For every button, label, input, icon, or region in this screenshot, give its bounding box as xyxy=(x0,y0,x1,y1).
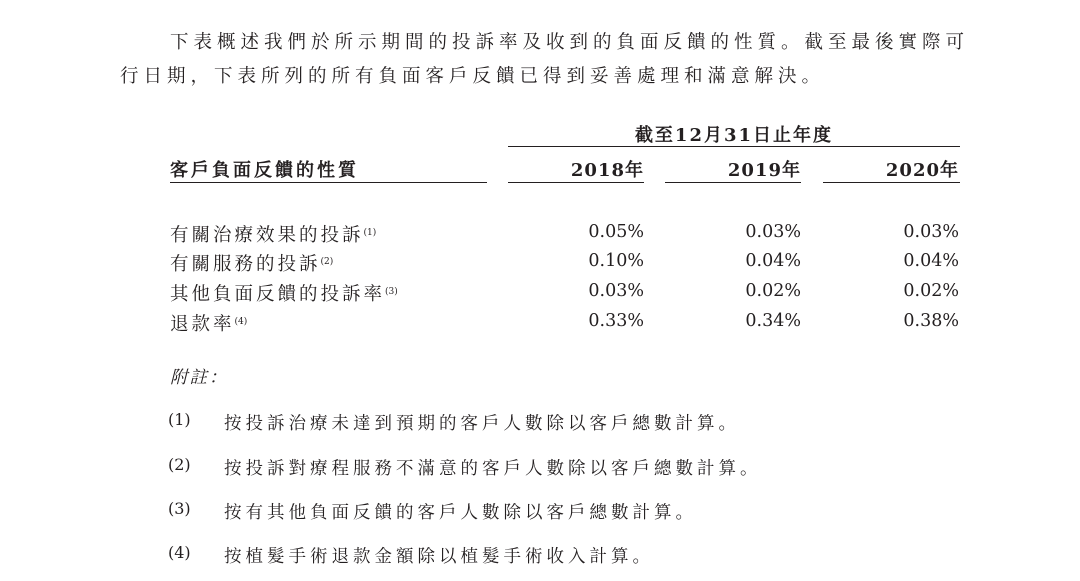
note-text: 按投訴對療程服務不滿意的客戶人數除以客戶總數計算。 xyxy=(224,459,762,479)
note-text: 按投訴治療未達到預期的客戶人數除以客戶總數計算。 xyxy=(224,414,740,434)
note-item xyxy=(0,410,1080,436)
row-label xyxy=(170,280,398,306)
cell-2018: 0.33% xyxy=(588,311,644,331)
year-2019-header-rule xyxy=(665,182,801,183)
intro-line-2: 行日期，下表所列的所有負面客戶反饋已得到妥善處理和滿意解決。 xyxy=(120,66,826,87)
cell-2020: 0.38% xyxy=(903,311,959,331)
note-number: (2) xyxy=(168,455,191,474)
intro-line-1: 下表概述我們於所示期間的投訴率及收到的負面反饋的性質。截至最後實際可 xyxy=(170,32,970,53)
cell-2018: 0.05% xyxy=(588,222,644,242)
note-number: (3) xyxy=(168,499,191,518)
note-text: 按植髮手術退款金額除以植髮手術收入計算。 xyxy=(224,547,654,567)
note-item xyxy=(0,543,1080,569)
row-label xyxy=(170,221,376,247)
year-2020-header-rule xyxy=(823,182,960,183)
cell-2018: 0.10% xyxy=(588,251,644,271)
row-note-ref: (1) xyxy=(363,228,377,238)
cell-2018: 0.03% xyxy=(588,281,644,301)
cell-2019: 0.04% xyxy=(745,251,801,271)
note-number: (1) xyxy=(168,410,191,429)
note-number: (4) xyxy=(168,543,191,562)
period-header: 截至12月31日止年度 xyxy=(634,125,834,146)
row-note-ref: (2) xyxy=(320,257,334,267)
cell-2019: 0.02% xyxy=(745,281,801,301)
row-label-text: 退款率 xyxy=(170,314,235,335)
cell-2020: 0.02% xyxy=(903,281,959,301)
row-label-text: 其他負面反饋的投訴率 xyxy=(170,284,386,305)
cell-2019: 0.03% xyxy=(745,222,801,242)
table-row-other-negative-feedback xyxy=(0,280,1080,308)
table-row-service-complaints xyxy=(0,250,1080,278)
year-header-2018: 2018年 xyxy=(570,160,644,181)
note-item xyxy=(0,499,1080,525)
cell-2020: 0.03% xyxy=(903,222,959,242)
row-label xyxy=(170,250,333,276)
period-header-rule xyxy=(508,146,960,147)
year-header-2020: 2020年 xyxy=(885,160,959,181)
label-column-header: 客戶負面反饋的性質 xyxy=(170,160,359,181)
note-text: 按有其他負面反饋的客戶人數除以客戶總數計算。 xyxy=(224,503,697,523)
intro-paragraph xyxy=(120,26,980,94)
label-header-rule xyxy=(170,182,487,183)
table-row-refund-rate xyxy=(0,310,1080,338)
row-note-ref: (4) xyxy=(234,317,248,327)
table-row-treatment-complaints xyxy=(0,221,1080,249)
notes-title: 附註： xyxy=(170,368,229,388)
year-header-2019: 2019年 xyxy=(727,160,801,181)
year-2018-header-rule xyxy=(508,182,644,183)
row-label-text: 有關服務的投訴 xyxy=(170,254,321,275)
cell-2019: 0.34% xyxy=(745,311,801,331)
row-note-ref: (3) xyxy=(385,287,398,297)
note-item xyxy=(0,455,1080,481)
row-label-text: 有關治療效果的投訴 xyxy=(170,225,364,246)
row-label xyxy=(170,310,247,336)
cell-2020: 0.04% xyxy=(903,251,959,271)
